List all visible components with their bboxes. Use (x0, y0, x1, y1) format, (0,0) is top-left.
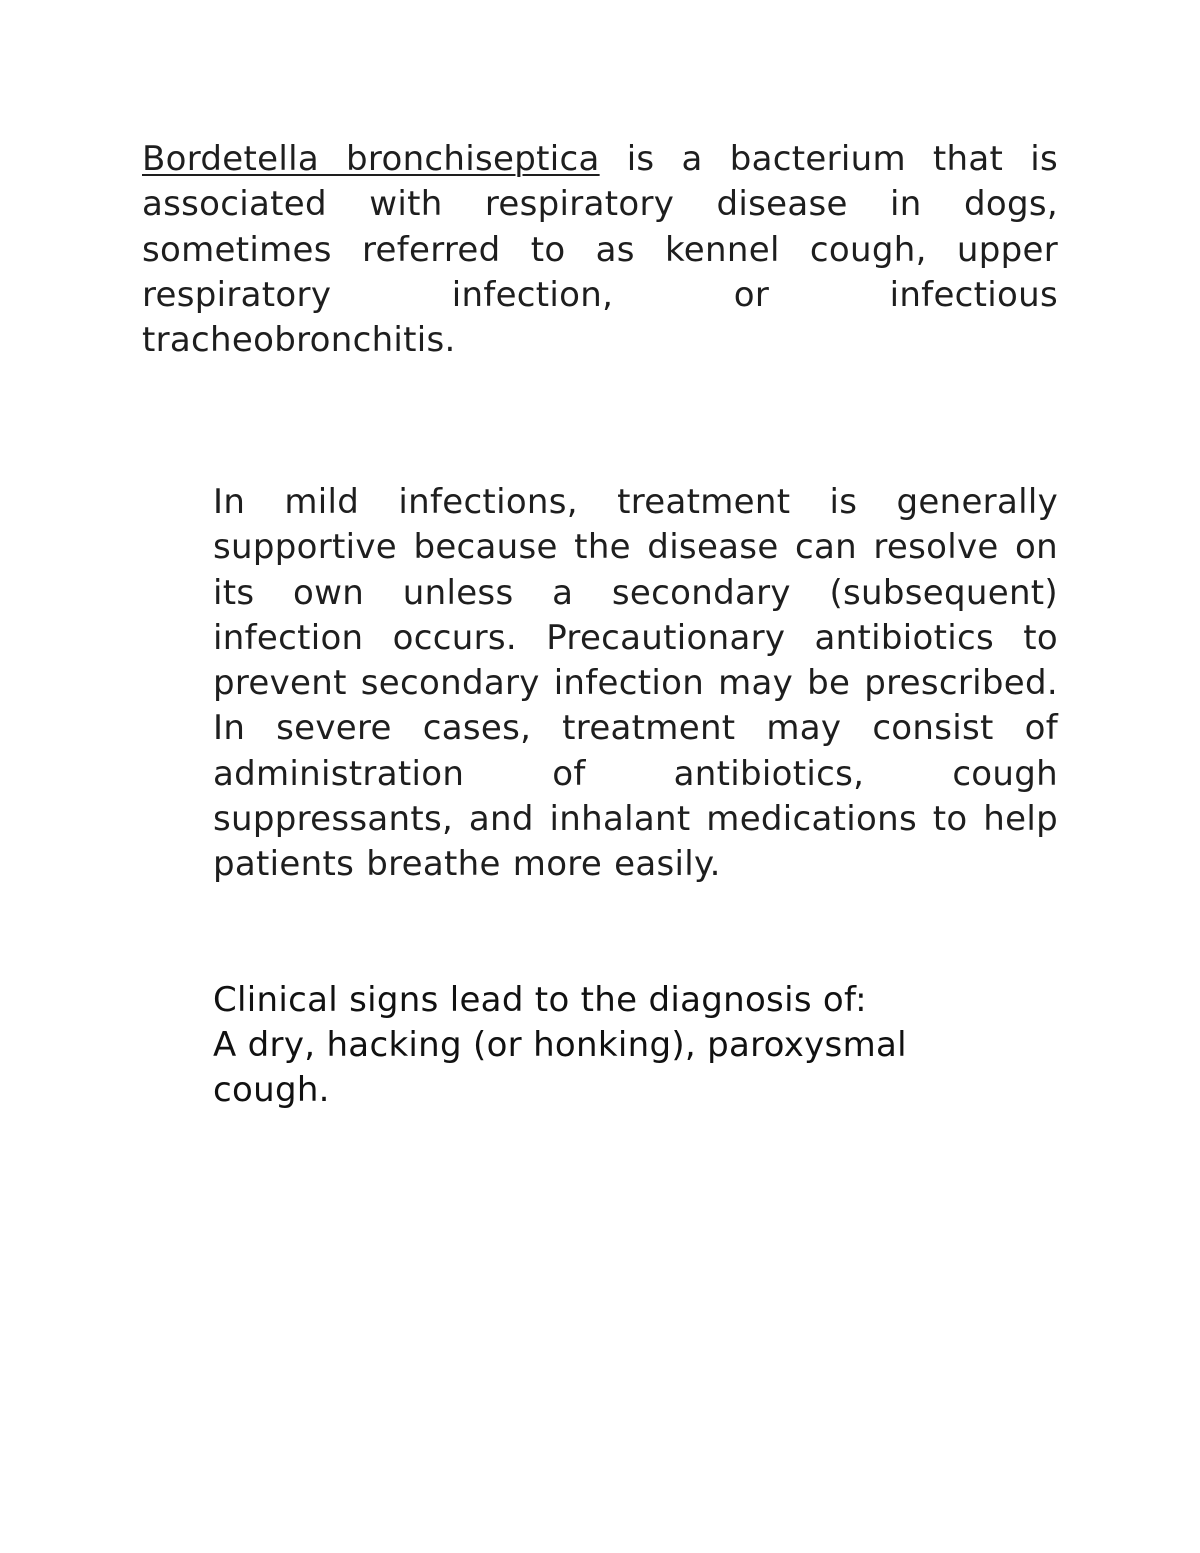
clinical-sign-description: A dry, hacking (or honking), paroxysmal cough. (213, 1025, 907, 1110)
intro-text: is a bacterium that is associated with respiratory disease in dogs, sometimes referred to as kennel cough, upper respiratory infection, or infectious tracheobronchitis. (142, 139, 1058, 361)
intro-paragraph (142, 137, 1058, 363)
bacterium-name: Bordetella bronchiseptica (142, 139, 600, 179)
clinical-signs-section (213, 978, 1058, 1113)
clinical-signs-heading: Clinical signs lead to the diagnosis of: (213, 980, 867, 1020)
treatment-paragraph: In mild infections, treatment is generally supportive because the disease can resolve on its own unless a secondary (subsequent) infection occurs. Precautionary antibiotics to prevent secondary infection may be prescribed. In severe cases, treatment may consist of administration of antibiotics, cough suppressants, and inhalant medications to help patients breathe more easily. (213, 482, 1058, 885)
